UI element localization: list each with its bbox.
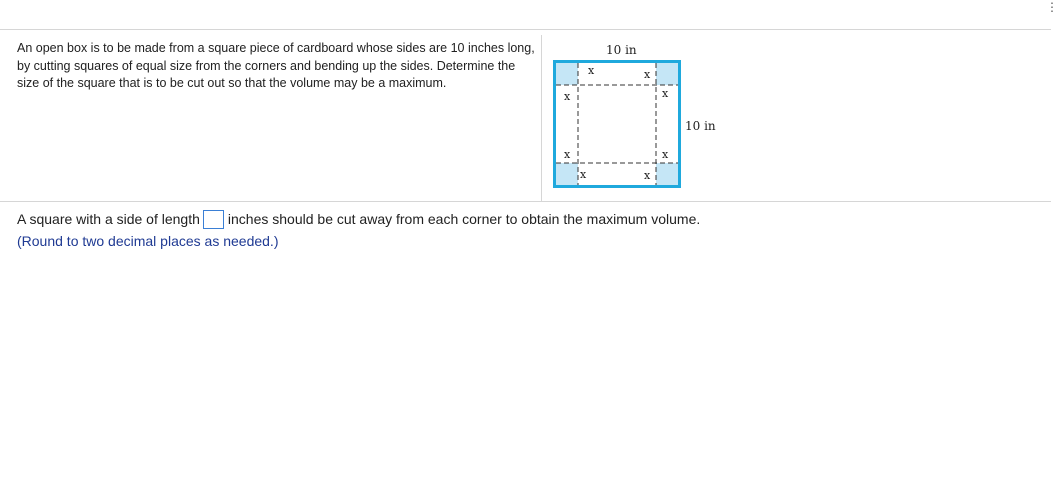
rounding-hint: (Round to two decimal places as needed.) bbox=[17, 233, 279, 249]
answer-suffix: inches should be cut away from each corner to obtain the maximum volume. bbox=[227, 211, 701, 227]
cut-label-top-right-vertical: x bbox=[662, 87, 669, 100]
corner-square-top-left bbox=[556, 63, 578, 85]
cut-label-bottom-right-horizontal: x bbox=[644, 169, 651, 182]
question-panel bbox=[0, 30, 1051, 202]
answer-divider bbox=[0, 201, 1051, 202]
top-width-label: 10 in bbox=[606, 43, 637, 57]
cut-label-top-left-vertical: x bbox=[564, 90, 571, 103]
cut-label-top-left-horizontal: x bbox=[588, 64, 595, 77]
corner-square-top-right bbox=[656, 63, 678, 85]
corner-square-bottom-left bbox=[556, 163, 578, 185]
cut-label-bottom-left-horizontal: x bbox=[580, 168, 587, 181]
side-height-label: 10 in bbox=[685, 119, 716, 133]
cut-label-bottom-right-vertical: x bbox=[662, 148, 669, 161]
question-text: An open box is to be made from a square piece of cardboard whose sides are 10 inches long, by cutting squares of equal size from the corners and bending up the sides. Determine the size of the square that is to be cut out so that the volume may be a maximum. bbox=[17, 41, 535, 90]
answer-statement bbox=[17, 209, 700, 230]
panel-divider bbox=[541, 35, 542, 202]
cardboard-diagram bbox=[549, 40, 729, 190]
cut-label-bottom-left-vertical: x bbox=[564, 148, 571, 161]
resize-handle-icon[interactable]: ⋮ bbox=[1046, 0, 1058, 14]
cardboard-figure bbox=[549, 40, 729, 190]
answer-input[interactable] bbox=[203, 210, 224, 229]
cut-label-top-right-horizontal: x bbox=[644, 68, 651, 81]
answer-prefix: A square with a side of length bbox=[17, 211, 200, 227]
corner-square-bottom-right bbox=[656, 163, 678, 185]
